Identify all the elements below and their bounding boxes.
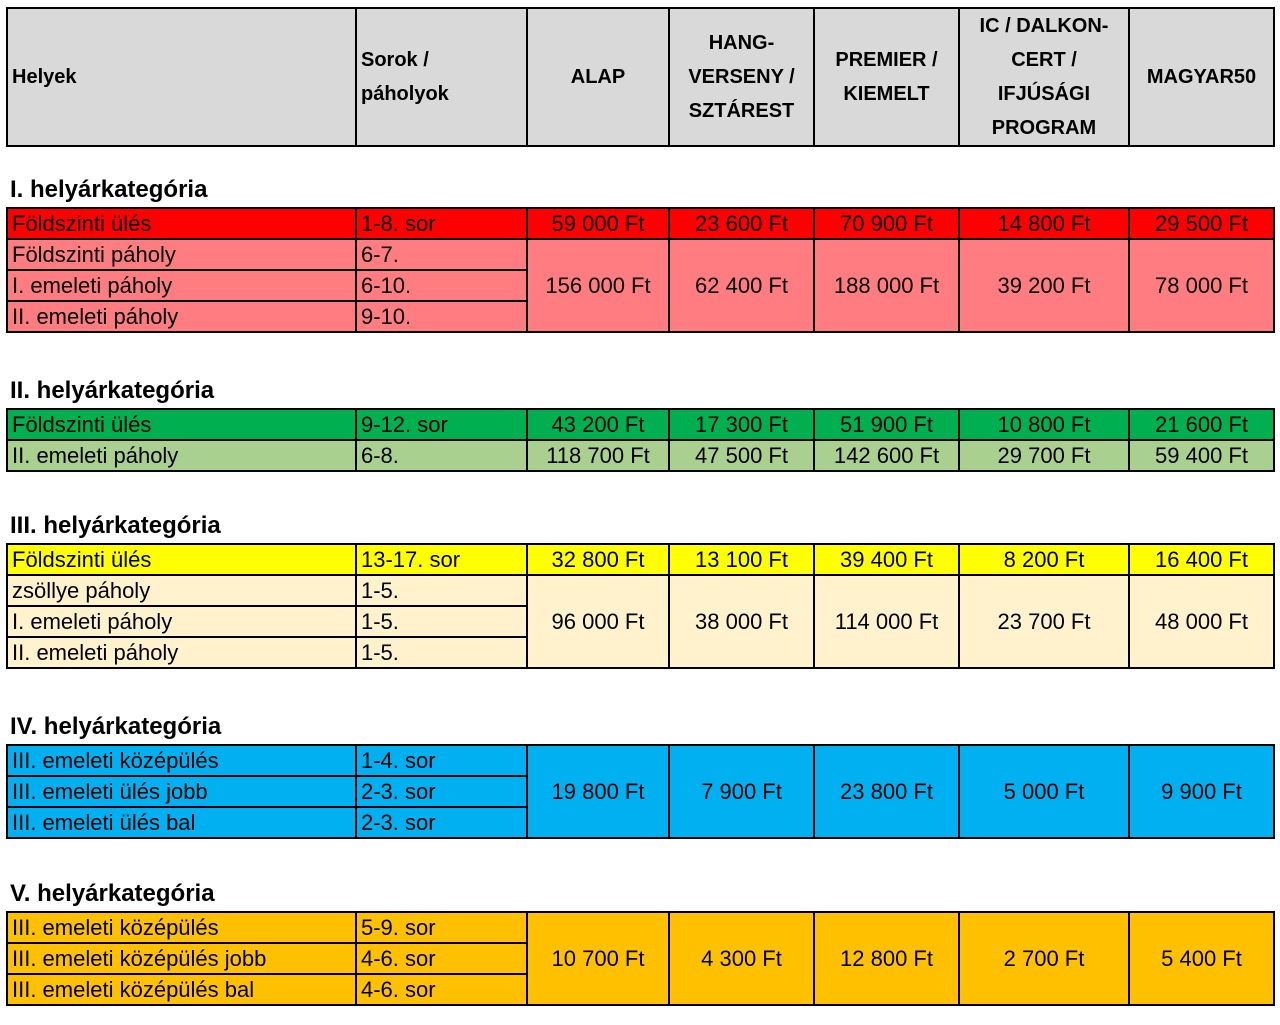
rows-cell: 13-17. sor (356, 544, 527, 575)
table-row (7, 575, 1274, 606)
place-cell: I. emeleti páholy (7, 270, 356, 301)
table-row (7, 440, 1274, 471)
rows-cell: 9-12. sor (356, 409, 527, 440)
place-cell: Földszinti ülés (7, 409, 356, 440)
rows-cell: 4-6. sor (356, 974, 527, 1005)
price-magyar50: 48 000 Ft (1129, 575, 1274, 668)
category-title-5: V. helyárkategória (10, 880, 215, 907)
rows-cell: 6-8. (356, 440, 527, 471)
rows-cell: 2-3. sor (356, 776, 527, 807)
price-premier: 51 900 Ft (814, 409, 959, 440)
category-table-1 (6, 207, 1275, 333)
rows-cell: 4-6. sor (356, 943, 527, 974)
price-ic: 5 000 Ft (959, 745, 1129, 838)
rows-cell: 6-7. (356, 239, 527, 270)
place-cell: III. emeleti középülés (7, 912, 356, 943)
price-hangverseny: 38 000 Ft (669, 575, 814, 668)
table-row (7, 409, 1274, 440)
category-table-4 (6, 744, 1275, 839)
price-alap: 19 800 Ft (527, 745, 669, 838)
price-ic: 8 200 Ft (959, 544, 1129, 575)
price-hangverseny: 4 300 Ft (669, 912, 814, 1005)
header-sorok: Sorok / páholyok (356, 8, 527, 146)
price-premier: 188 000 Ft (814, 239, 959, 332)
rows-cell: 9-10. (356, 301, 527, 332)
rows-cell: 2-3. sor (356, 807, 527, 838)
header-helyek: Helyek (7, 8, 356, 146)
price-magyar50: 59 400 Ft (1129, 440, 1274, 471)
header-alap: ALAP (527, 8, 669, 146)
rows-cell: 5-9. sor (356, 912, 527, 943)
place-cell: Földszinti ülés (7, 544, 356, 575)
rows-cell: 6-10. (356, 270, 527, 301)
price-magyar50: 29 500 Ft (1129, 208, 1274, 239)
category-title-3: III. helyárkategória (10, 512, 221, 539)
price-magyar50: 21 600 Ft (1129, 409, 1274, 440)
category-title-4: IV. helyárkategória (10, 713, 222, 740)
price-premier: 142 600 Ft (814, 440, 959, 471)
price-ic: 39 200 Ft (959, 239, 1129, 332)
price-ic: 10 800 Ft (959, 409, 1129, 440)
table-row (7, 912, 1274, 943)
price-hangverseny: 7 900 Ft (669, 745, 814, 838)
price-hangverseny: 17 300 Ft (669, 409, 814, 440)
rows-cell: 1-5. (356, 606, 527, 637)
place-cell: II. emeleti páholy (7, 301, 356, 332)
price-alap: 156 000 Ft (527, 239, 669, 332)
price-magyar50: 5 400 Ft (1129, 912, 1274, 1005)
price-premier: 70 900 Ft (814, 208, 959, 239)
category-table-3 (6, 543, 1275, 669)
place-cell: III. emeleti ülés jobb (7, 776, 356, 807)
place-cell: I. emeleti páholy (7, 606, 356, 637)
table-row (7, 745, 1274, 776)
place-cell: III. emeleti középülés jobb (7, 943, 356, 974)
price-ic: 29 700 Ft (959, 440, 1129, 471)
rows-cell: 1-5. (356, 575, 527, 606)
rows-cell: 1-4. sor (356, 745, 527, 776)
table-row (7, 239, 1274, 270)
price-magyar50: 78 000 Ft (1129, 239, 1274, 332)
rows-cell: 1-8. sor (356, 208, 527, 239)
price-premier: 39 400 Ft (814, 544, 959, 575)
header-magyar50: MAGYAR50 (1129, 8, 1274, 146)
place-cell: III. emeleti középülés (7, 745, 356, 776)
place-cell: III. emeleti középülés bal (7, 974, 356, 1005)
place-cell: zsöllye páholy (7, 575, 356, 606)
price-hangverseny: 47 500 Ft (669, 440, 814, 471)
price-alap: 32 800 Ft (527, 544, 669, 575)
table-row (7, 544, 1274, 575)
table-row (7, 208, 1274, 239)
category-table-2 (6, 408, 1275, 472)
header-hangverseny: HANG- VERSENY / SZTÁREST (669, 8, 814, 146)
place-cell: III. emeleti ülés bal (7, 807, 356, 838)
price-alap: 59 000 Ft (527, 208, 669, 239)
price-alap: 43 200 Ft (527, 409, 669, 440)
price-table-header (6, 7, 1275, 147)
category-table-5 (6, 911, 1275, 1006)
price-ic: 2 700 Ft (959, 912, 1129, 1005)
price-alap: 118 700 Ft (527, 440, 669, 471)
header-ic: IC / DALKON- CERT / IFJÚSÁGI PROGRAM (959, 8, 1129, 146)
category-title-2: II. helyárkategória (10, 377, 215, 404)
price-premier: 23 800 Ft (814, 745, 959, 838)
place-cell: II. emeleti páholy (7, 440, 356, 471)
price-ic: 23 700 Ft (959, 575, 1129, 668)
price-alap: 96 000 Ft (527, 575, 669, 668)
price-hangverseny: 13 100 Ft (669, 544, 814, 575)
header-premier: PREMIER / KIEMELT (814, 8, 959, 146)
price-alap: 10 700 Ft (527, 912, 669, 1005)
price-premier: 12 800 Ft (814, 912, 959, 1005)
price-magyar50: 9 900 Ft (1129, 745, 1274, 838)
price-ic: 14 800 Ft (959, 208, 1129, 239)
price-premier: 114 000 Ft (814, 575, 959, 668)
rows-cell: 1-5. (356, 637, 527, 668)
place-cell: II. emeleti páholy (7, 637, 356, 668)
category-title-1: I. helyárkategória (10, 176, 208, 203)
place-cell: Földszinti ülés (7, 208, 356, 239)
price-hangverseny: 23 600 Ft (669, 208, 814, 239)
place-cell: Földszinti páholy (7, 239, 356, 270)
price-hangverseny: 62 400 Ft (669, 239, 814, 332)
price-magyar50: 16 400 Ft (1129, 544, 1274, 575)
